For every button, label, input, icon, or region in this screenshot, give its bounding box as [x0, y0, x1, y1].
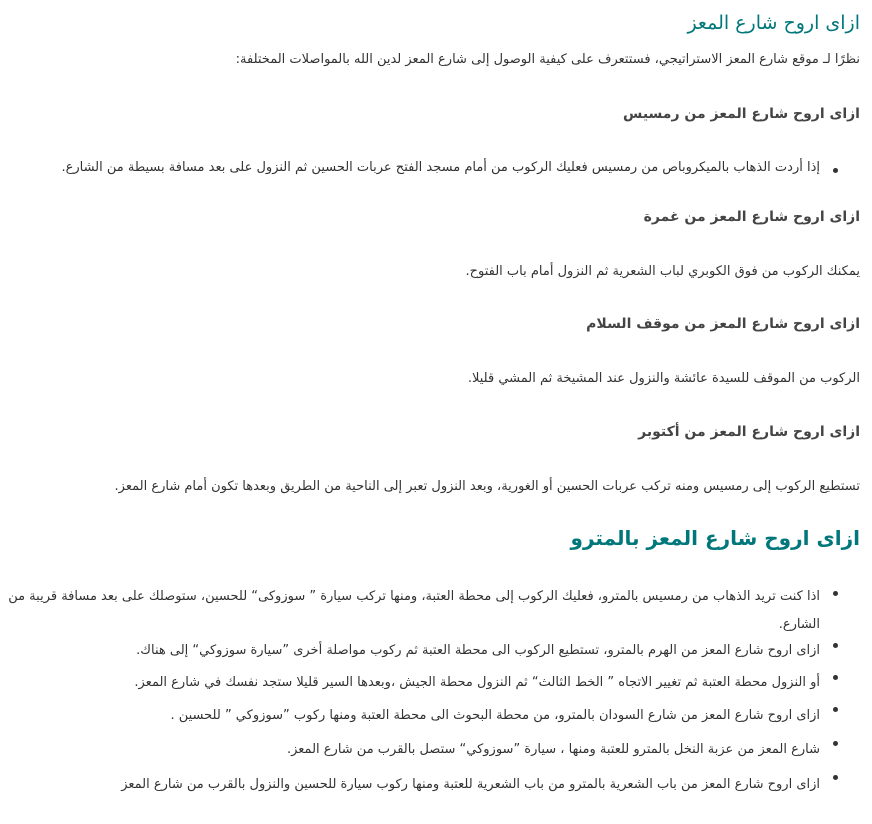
section-heading-october: ازاى اروح شارع المعز من أكتوبر — [638, 424, 860, 440]
page-title: ازاى اروح شارع المعز — [687, 12, 860, 34]
list-item — [8, 699, 860, 733]
section-heading-ghamra: ازاى اروح شارع المعز من غمرة — [643, 209, 860, 225]
metro-heading: ازاى اروح شارع المعز بالمترو — [570, 526, 860, 550]
list-item-text: ازاى اروح شارع المعز من باب الشعرية بالمترو من باب الشعرية للعتبة ومنها ركوب سيارة للحسين والنزول بالقرب من شارع المعز — [121, 777, 820, 792]
section-heading-salam: ازاى اروح شارع المعز من موقف السلام — [586, 316, 860, 332]
intro-paragraph: نظرًا لـ موقع شارع المعز الاستراتيجي، فستتعرف على كيفية الوصول إلى شارع المعز لدين الله بالمواصلات المختلفة: — [235, 52, 860, 67]
list-item-text: شارع المعز من عزبة النخل بالمترو للعتبة ومنها ، سيارة ”سوزوكي“ ستصل بالقرب من شارع المعز. — [286, 742, 820, 757]
section-heading-ramses: ازاى اروح شارع المعز من رمسيس — [623, 106, 860, 122]
list-item-text-continued: الشارع. — [778, 617, 820, 632]
metro-list — [8, 583, 860, 803]
list-item-text: ازاى اروح شارع المعز من شارع السودان بالمترو، من محطة البحوث الى محطة العتبة ومنها ركوب ”سوزوكي ” للحسين . — [170, 708, 820, 723]
list-item — [8, 583, 860, 639]
list-item — [8, 635, 860, 667]
list-item-text: أو النزول محطة العتبة ثم تغيير الاتجاه ” الخط الثالث“ ثم النزول محطة الجيش ،وبعدها السير قليلا ستجد نفسك في شارع المعز. — [134, 675, 820, 690]
section-text-ghamra: يمكنك الركوب من فوق الكوبري لباب الشعرية ثم النزول أمام باب الفتوح. — [465, 264, 860, 279]
list-item-text: إذا أردت الذهاب بالميكروباص من رمسيس فعليك الركوب من أمام مسجد الفتح عربات الحسين ثم النزول على بعد مسافة بسيطة من الشارع. — [61, 160, 820, 175]
list-item-text: اذا كنت تريد الذهاب من رمسيس بالمترو، فعليك الركوب إلى محطة العتبة، ومنها تركب سيارة ” سوزوكى“ للحسين، ستوصلك على بعد مسافة قريبة من — [8, 589, 820, 604]
list-item — [8, 160, 860, 175]
section-text-salam: الركوب من الموقف للسيدة عائشة والنزول عند المشيخة ثم المشي قليلا. — [467, 371, 860, 386]
list-item — [8, 667, 860, 699]
section-text-october: تستطيع الركوب إلى رمسيس ومنه تركب عربات الحسين أو الغورية، وبعد النزول تعبر إلى الناحية من الطريق وبعدها تكون أمام شارع المعز. — [114, 479, 860, 494]
list-item — [8, 767, 860, 803]
list-item-text: ازاى اروح شارع المعز من الهرم بالمترو، تستطيع الركوب الى محطة العتبة ثم ركوب مواصلة أخرى ”سيارة سوزوكي“ إلى هناك. — [136, 643, 820, 658]
ramses-list — [8, 160, 860, 175]
list-item — [8, 733, 860, 767]
